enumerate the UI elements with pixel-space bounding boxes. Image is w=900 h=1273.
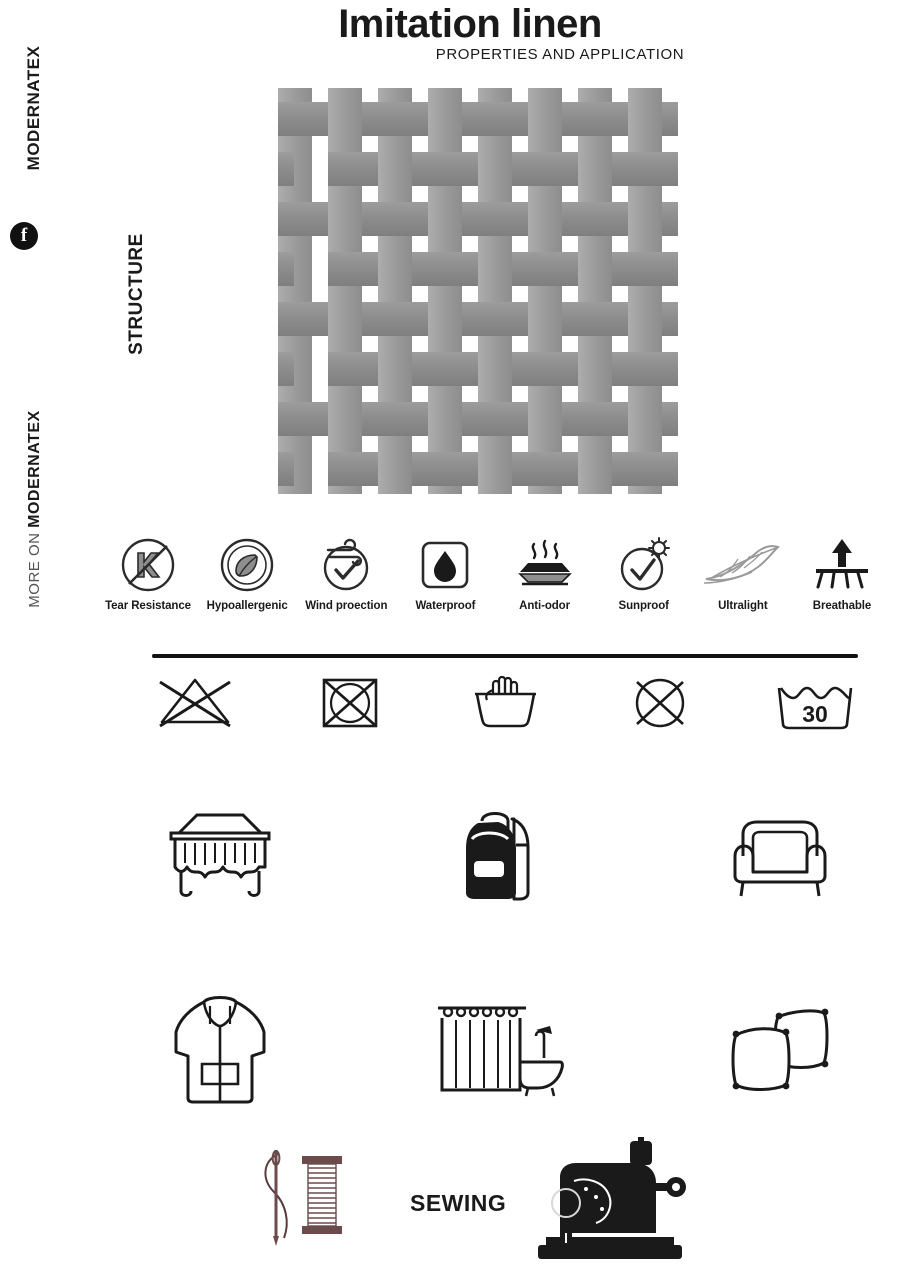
care-symbol (140, 672, 250, 739)
anti-odor-icon (497, 534, 593, 596)
property-label: Ultralight (718, 600, 768, 612)
properties-row (100, 534, 890, 612)
waterproof-icon (397, 534, 493, 596)
do-not-dry-clean-icon (623, 672, 697, 734)
sewing-section (230, 1135, 850, 1270)
property-label: Anti-odor (519, 600, 570, 612)
property-label: Hypoallergenic (206, 600, 288, 612)
brand-name: MODERNATEX (24, 45, 43, 171)
property-label: Tear Resistance (105, 600, 191, 612)
ultralight-icon (695, 534, 791, 596)
weave-svg (272, 82, 690, 500)
facebook-icon[interactable]: f (10, 222, 38, 250)
pillows-icon (726, 1001, 834, 1097)
application-item (400, 996, 600, 1107)
applications-row-2 (120, 990, 880, 1113)
application-item (680, 810, 880, 905)
application-item (120, 805, 320, 910)
property-item (794, 534, 890, 612)
page-subtitle: PROPERTIES AND APPLICATION (435, 46, 685, 63)
property-item (298, 534, 394, 612)
care-symbol (760, 672, 870, 739)
application-item (400, 805, 600, 910)
backpack-icon (452, 805, 548, 905)
wash-temperature-value: 30 (802, 701, 828, 727)
hoodie-icon (168, 990, 272, 1108)
needle-and-thread-icon (240, 1140, 360, 1255)
sewing-machine-icon (530, 1137, 690, 1272)
property-item (596, 534, 692, 612)
hypoallergenic-icon (199, 534, 295, 596)
care-symbols-row (140, 672, 870, 739)
fabric-weave-diagram (272, 82, 690, 500)
application-item (680, 1001, 880, 1102)
brand-vertical (6, 20, 46, 240)
sofa-icon (725, 810, 835, 900)
structure-section-label (62, 215, 212, 375)
more-on-brand (0, 370, 62, 660)
page-title: Imitation linen (338, 2, 602, 46)
care-symbol (450, 672, 560, 739)
property-label: Sunproof (618, 600, 669, 612)
section-divider (152, 654, 858, 658)
care-symbol (295, 672, 405, 739)
property-item (695, 534, 791, 612)
property-item (199, 534, 295, 612)
machine-wash-30-icon (771, 672, 859, 734)
shower-curtain-icon (432, 996, 568, 1102)
property-label: Wind proection (305, 600, 388, 612)
more-on-prefix: MORE ON (26, 527, 43, 608)
property-label: Breathable (812, 600, 872, 612)
breathable-icon (794, 534, 890, 596)
tear-resistance-icon (100, 534, 196, 596)
property-item (100, 534, 196, 612)
structure-label-text: STRUCTURE (126, 233, 147, 355)
wind-protection-icon (298, 534, 394, 596)
sunproof-icon (596, 534, 692, 596)
care-symbol (605, 672, 715, 739)
do-not-tumble-dry-icon (313, 672, 387, 734)
property-label: Waterproof (415, 600, 476, 612)
do-not-bleach-icon (154, 672, 236, 734)
application-item (120, 990, 320, 1113)
property-item (397, 534, 493, 612)
sewing-label: SEWING (410, 1190, 507, 1216)
more-on-brand-name: MODERNATEX (26, 410, 43, 528)
tablecloth-icon (159, 805, 281, 905)
left-rail (0, 0, 62, 1273)
applications-row-1 (120, 805, 880, 910)
property-item (497, 534, 593, 612)
hand-wash-icon (467, 672, 543, 734)
more-on-label (26, 379, 44, 639)
